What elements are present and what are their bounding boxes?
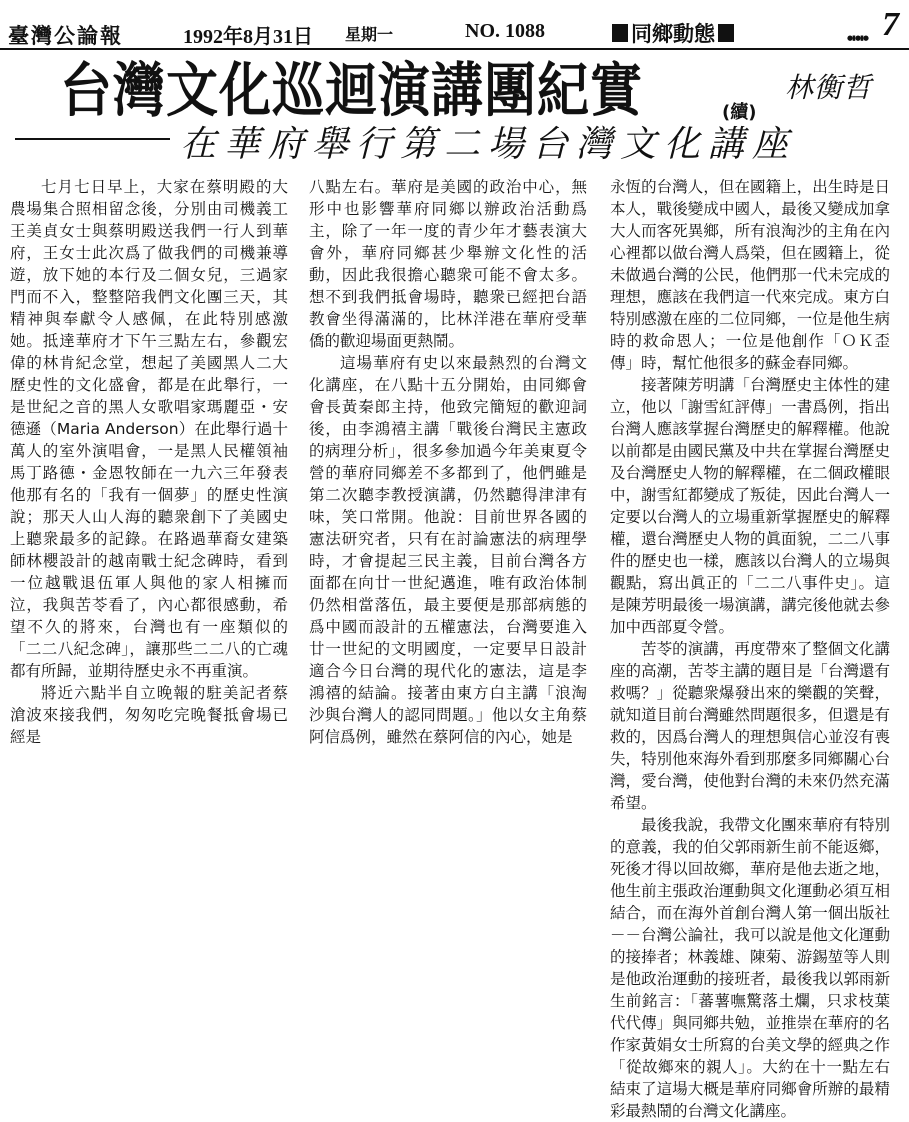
paragraph: 永恆的台灣人，但在國籍上，出生時是日本人，戰後變成中國人，最後又變成加拿大人而客死異鄉，所有浪淘沙的主角在內心裡都以做台灣人爲榮，但在國籍上，從未做過台灣的公民，他們那一代未完成的理想，應該在我們這一代來完成。東方白特別感激在座的二位同鄉，一位是他生病時的救命恩人；一位是他創作「ＯＫ歪傳」時，幫忙他很多的蘇金春同鄉。 — [610, 178, 890, 372]
article-byline: 林衡哲 — [785, 71, 873, 104]
article-column-3 — [610, 176, 890, 1122]
page-number: 7 — [882, 6, 899, 43]
ornament-dots-icon: ●▮●▮● — [847, 34, 869, 42]
paragraph: 最後我說，我帶文化團來華府有特別的意義，我的伯父郭雨新生前不能返鄉，死後才得以回故鄉，華府是他去逝之地，他生前主張政治運動與文化運動必須互相結合，而在海外首創台灣人第一個出版社－－台灣公論社，我可以說是他文化運動的接捧者；林義雄、陳菊、游錫堃等人則是他政治運動的接班者，最後我以郭雨新生前銘言：「蕃薯嘸驚落土爛，只求枝葉代代傳」與同鄉共勉，並推崇在華府的名作家黃娟女士所寫的台美文學的經典之作「從故鄉來的親人」。大約在十一點左右結束了這場大概是華府同鄉會所辦的最精彩最熱鬧的台灣文化講座。 — [610, 816, 890, 1120]
newspaper-name: 臺灣公論報 — [8, 23, 123, 48]
paragraph: 將近六點半自立晚報的駐美記者蔡滄波來接我們，匆匆吃完晚餐抵會場已經是 — [10, 684, 288, 746]
section-block-left-icon — [612, 24, 628, 42]
paragraph: 苦苓的演講，再度帶來了整個文化講座的高潮，苦苓主講的題目是「台灣還有救嗎？」從聽衆爆發出來的樂觀的笑聲，就知道目前台灣雖然問題很多，但還是有救的，因爲台灣人的理想與信心並沒有喪失，特別他來海外看到那麼多同鄉關心台灣，愛台灣，使他對台灣的未來仍然充滿希望。 — [610, 640, 890, 812]
article-title: 台灣文化巡迴演講團紀實 — [60, 58, 644, 126]
issue-date: 1992年8月31日 — [183, 26, 313, 48]
title-continued-marker: (續) — [722, 102, 757, 123]
section-label: 同鄉動態 — [631, 22, 715, 46]
article-column-2 — [309, 176, 587, 748]
article-subtitle: 在華府舉行第二場台灣文化講座 — [180, 124, 797, 165]
paragraph: 七月七日早上，大家在蔡明殿的大農場集合照相留念後，分別由司機義工王美貞女士與蔡明殿送我們一行人到華府，王女士此次爲了做我們的司機兼導遊，放下她的本行及二個女兒，三過家門而不入，整整陪我們文化團三天，其精神與奉獻令人感佩，在此特別感激她。抵達華府才下午三點左右，參觀宏偉的林肯紀念堂，想起了美國黑人二大歷史性的文化盛會，都是在此舉行，一是世紀之音的黑人女歌唱家瑪麗亞・安德遜（Maria Anderson）在此舉行過十萬人的室外演唱會，一是黑人民權領袖馬丁路德・金恩牧師在一九六三年發表他那有名的「我有一個夢」的歷史性演說；那天人山人海的聽衆創下了美國史上聽衆最多的記錄。在路過華裔女建築師林櫻設計的越南戰士紀念碑時，看到一位越戰退伍軍人與他的家人相擁而泣，我與苦苓看了，內心都很感動，希望不久的將來，台灣也有一座類似的「二二八紀念碑」，讓那些二二八的亡魂都有所歸，並期待歷史永不再重演。 — [10, 178, 288, 680]
paragraph: 這場華府有史以來最熱烈的台灣文化講座，在八點十五分開始，由同鄉會會長黃秦郎主持，他致完簡短的歡迎詞後，由李鴻禧主講「戰後台灣民主憲政的病理分析」，很多參加過今年美東夏令營的華府同鄉差不多都到了，他們雖是第二次聽李教授演講，仍然聽得津津有味，笑口常開。他說：目前世界各國的憲法研究者，只有在討論憲法的病理學時，才會提起三民主義，目前台灣各方面都在向廿一世紀邁進，唯有政治体制仍然相當落伍，最主要便是那部病態的爲中國而設計的五權憲法，台灣要進入廿一世紀的文明國度，一定要早日設計適合今日台灣的現代化的憲法，這是李鴻禧的結論。接著由東方白主講「浪淘沙與台灣人的認同問題。」他以女主角蔡阿信爲例，雖然在蔡阿信的內心，她是 — [309, 354, 587, 746]
subtitle-dash-rule — [15, 138, 170, 140]
article-column-1 — [10, 176, 288, 748]
masthead — [0, 0, 909, 50]
issue-number: NO. 1088 — [465, 20, 545, 42]
paragraph: 八點左右。華府是美國的政治中心，無形中也影響華府同鄉以辦政治活動爲主，除了一年一度的青少年才藝表演大會外，華府同鄉甚少舉辦文化性的活動，因此我很擔心聽衆可能不會太多。想不到我們抵會場時，聽衆已經把台語教會坐得滿滿的，比林洋港在華府受華僑的歡迎場面更熱鬧。 — [309, 178, 587, 350]
section-heading — [612, 18, 734, 48]
section-block-right-icon — [718, 24, 734, 42]
issue-weekday: 星期一 — [345, 25, 394, 44]
paragraph: 接著陳芳明講「台灣歷史主体性的建立，他以「謝雪紅評傳」一書爲例，指出台灣人應該掌握台灣歷史的解釋權。他說以前都是由國民黨及中共在掌握台灣歷史及台灣歷史人物的解釋權，在二個政權眼中，謝雪紅都變成了叛徒，因此台灣人一定要以台灣人的立場重新掌握歷史的解釋權，還台灣歷史人物的眞面貌，二二八事件的歷史也一樣，應該以台灣人的立場與觀點，寫出眞正的「二二八事件史」。這是陳芳明最後一場演講，講完後他就去參加中西部夏令營。 — [610, 376, 890, 636]
